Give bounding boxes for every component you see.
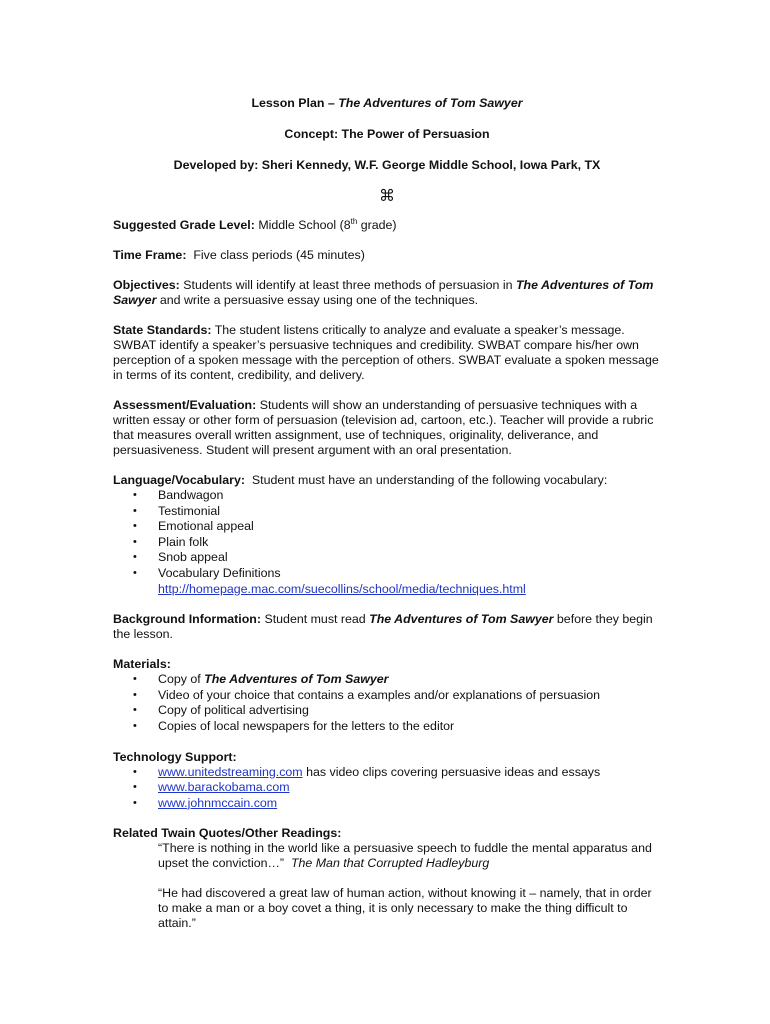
time-frame-label: Time Frame: bbox=[113, 248, 187, 262]
list-item bbox=[113, 672, 661, 688]
lesson-plan-document bbox=[113, 96, 661, 946]
objectives-text: Students will identify at least three methods of persuasion in bbox=[183, 278, 513, 292]
developed-by: Developed by: Sheri Kennedy, W.F. George Middle School, Iowa Park, TX bbox=[173, 158, 601, 172]
grade-level bbox=[113, 218, 661, 233]
quote-2: “He had discovered a great law of human action, without knowing it – namely, that in order to make a man or a boy covet a thing, it is only necessary to make the thing difficult to attain.” bbox=[158, 886, 652, 931]
list-item: • Video of your choice that contains a examples and/or explanations of persuasion bbox=[113, 688, 661, 704]
objectives-text-end: and write a persuasive essay using one of the techniques. bbox=[159, 293, 479, 307]
background-label: Background Information: bbox=[113, 612, 261, 627]
list-item bbox=[113, 765, 661, 781]
background-information bbox=[113, 612, 661, 642]
list-item: • Copy of political advertising bbox=[113, 703, 661, 719]
twain-label: Related Twain Quotes/Other Readings: bbox=[113, 826, 342, 841]
concept-heading: Concept: The Power of Persuasion bbox=[284, 127, 490, 141]
technology-section bbox=[113, 750, 661, 812]
background-book: The Adventures of Tom Sawyer bbox=[369, 612, 554, 627]
list-item bbox=[113, 796, 661, 812]
material-book: The Adventures of Tom Sawyer bbox=[204, 672, 389, 687]
technology-list bbox=[113, 765, 661, 812]
grade-text: Middle School (8 bbox=[258, 218, 351, 232]
command-symbol-icon: ⌘ bbox=[379, 188, 395, 205]
grade-text-end: grade) bbox=[357, 218, 397, 232]
title-book: The Adventures of Tom Sawyer bbox=[338, 96, 523, 110]
time-frame-text: Five class periods (45 minutes) bbox=[193, 248, 365, 262]
objectives-book: The Adventures of Tom Sawyer bbox=[113, 278, 654, 307]
barackobama-link[interactable]: www.barackobama.com bbox=[158, 780, 290, 795]
title-prefix: Lesson Plan – bbox=[251, 96, 335, 110]
unitedstreaming-text: has video clips covering persuasive ideas and essays bbox=[306, 764, 601, 779]
list-item: • Testimonial bbox=[113, 504, 661, 520]
background-text: Student must read bbox=[264, 612, 366, 627]
materials-list bbox=[113, 672, 661, 734]
material-prefix: Copy of bbox=[158, 672, 201, 687]
time-frame bbox=[113, 248, 661, 263]
standards-label: State Standards: bbox=[113, 323, 212, 337]
assessment bbox=[113, 398, 661, 458]
list-item: • Snob appeal bbox=[113, 550, 661, 566]
quote-1-source: The Man that Corrupted Hadleyburg bbox=[290, 856, 490, 871]
list-item: • Bandwagon bbox=[113, 488, 661, 504]
grade-label: Suggested Grade Level: bbox=[113, 218, 255, 232]
objectives-label: Objectives: bbox=[113, 278, 180, 292]
list-item: • Copies of local newspapers for the letters to the editor bbox=[113, 719, 661, 735]
materials-label: Materials: bbox=[113, 657, 171, 672]
quote-1-text: “There is nothing in the world like a persuasive speech to fuddle the mental apparatus and upset the conviction…” bbox=[158, 841, 652, 871]
assessment-label: Assessment/Evaluation: bbox=[113, 398, 257, 412]
list-item bbox=[113, 780, 661, 796]
vocabulary-list bbox=[113, 488, 661, 582]
list-item: • Plain folk bbox=[113, 535, 661, 551]
document-title bbox=[113, 96, 661, 111]
standards-text: The student listens critically to analyze and evaluate a speaker’s message. SWBAT identify a speaker’s persuasive techniques and credibility. SWBAT compare his/her own perception of a spoken message with the perception of others. SWBAT evaluate a spoken message in terms of its content, credibility, and delivery. bbox=[113, 323, 659, 382]
materials-section bbox=[113, 657, 661, 734]
list-item: • Emotional appeal bbox=[113, 519, 661, 535]
unitedstreaming-link[interactable]: www.unitedstreaming.com bbox=[158, 764, 303, 779]
vocabulary-intro bbox=[113, 473, 661, 488]
vocabulary-label: Language/Vocabulary: bbox=[113, 473, 245, 487]
objectives bbox=[113, 278, 661, 308]
background-text-end: before they begin the lesson. bbox=[113, 612, 653, 642]
quote-1 bbox=[113, 841, 661, 871]
assessment-text: Students will show an understanding of persuasive techniques with a written essay or other form of persuasion (television ad, cartoon, etc.). Teacher will provide a rubric that measures overall written assignment, use of techniques, originality, deliverance, and persuasiveness. Student will present argument with an oral presentation. bbox=[113, 398, 654, 457]
technology-label: Technology Support: bbox=[113, 749, 237, 764]
techniques-link[interactable]: http://homepage.mac.com/suecollins/school/media/techniques.html bbox=[158, 581, 526, 596]
johnmccain-link[interactable]: www.johnmccain.com bbox=[158, 795, 278, 810]
grade-sup: th bbox=[350, 216, 358, 226]
vocabulary-text: Student must have an understanding of the following vocabulary: bbox=[251, 473, 608, 487]
twain-section bbox=[113, 826, 661, 931]
vocabulary-section bbox=[113, 473, 661, 597]
state-standards bbox=[113, 323, 661, 383]
list-item: • Vocabulary Definitions bbox=[113, 566, 661, 582]
